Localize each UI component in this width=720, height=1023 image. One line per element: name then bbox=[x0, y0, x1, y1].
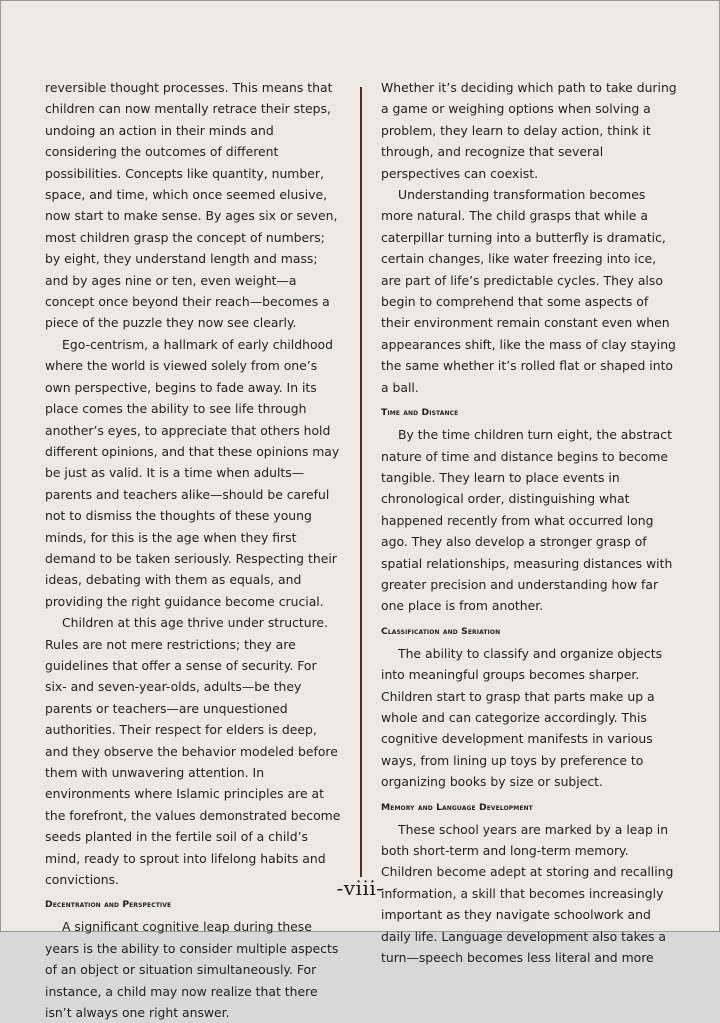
right-column bbox=[381, 77, 677, 968]
page-number: -viii- bbox=[336, 876, 384, 900]
paragraph: Children at this age thrive under structure. Rules are not mere restrictions; they are guidelines that offer a sense of security. For six- and seven-year-olds, adults—be they parents or teachers—are unquestioned authorities. Their respect for elders is deep, and they observe the behavior modeled before them with unwavering attention. In environments where Islamic principles are at the forefront, the values demonstrated become seeds planted in the fertile soil of a child’s mind, ready to sprout into lifelong habits and convictions. bbox=[45, 615, 341, 888]
paragraph: Whether it’s deciding which path to take during a game or weighing options when solving a problem, they learn to delay action, think it through, and recognize that several perspectives can coexist. bbox=[381, 80, 677, 181]
paragraph: Understanding transformation becomes more natural. The child grasps that while a caterpillar turning into a butterfly is dramatic, certain changes, like water freezing into ice, are part of life’s predictable cycles. They also begin to comprehend that some aspects of their environment remain constant even when appearances shift, like the mass of clay staying the same whether it’s rolled flat or shaped into a ball. bbox=[381, 187, 676, 395]
section-heading: Memory and Language Development bbox=[381, 801, 533, 813]
paragraph: reversible thought processes. This means that children can now mentally retrace their steps, undoing an action in their minds and considering the outcomes of different possibilities. Concepts like quantity, number, space, and time, which once seemed elusive, now start to make sense. By ages six or seven, most children grasp the concept of numbers; by eight, they understand length and mass; and by ages nine or ten, even weight—a concept once beyond their reach—becomes a piece of the puzzle they now see clearly. bbox=[45, 80, 338, 331]
paragraph: The ability to classify and organize objects into meaningful groups becomes sharper. Children start to grasp that parts make up a whole and can categorize accordingly. This cognitive development manifests in various ways, from lining up toys by preference to organizing books by size or subject. bbox=[381, 645, 663, 790]
column-divider bbox=[360, 87, 362, 877]
section-heading: Time and Distance bbox=[381, 407, 459, 419]
paragraph: By the time children turn eight, the abstract nature of time and distance begins to become tangible. They learn to place events in chronological order, distinguishing what happened recently from what occurred long ago. They also develop a stronger grasp of spatial relationships, measuring distances with greater precision and understanding how far one place is from another. bbox=[381, 427, 673, 614]
paragraph: A significant cognitive leap during these years is the ability to consider multiple aspects of an object or situation simultaneously. For instance, a child may now realize that there isn’t always one right answer. bbox=[45, 919, 339, 1021]
section-heading: Decentration and Perspective bbox=[45, 899, 172, 911]
section-heading: Classification and Seriation bbox=[381, 625, 501, 637]
paragraph: Ego-centrism, a hallmark of early childhood where the world is viewed solely from one’s own perspective, begins to fade away. In its place comes the ability to see life through another’s eyes, to appreciate that others hold different opinions, and that these opinions may be just as valid. It is a time when adults—parents and teachers alike—should be careful not to dismiss the thoughts of these young minds, for this is the age when they first demand to be taken seriously. Respecting their ideas, debating with them as equals, and providing the right guidance become crucial. bbox=[45, 336, 340, 609]
paragraph: These school years are marked by a leap in both short-term and long-term memory. Children become adept at storing and recalling information, a skill that becomes increasingly important as they navigate schoolwork and daily life. Language development also takes a turn—speech becomes less literal and more bbox=[381, 821, 674, 966]
